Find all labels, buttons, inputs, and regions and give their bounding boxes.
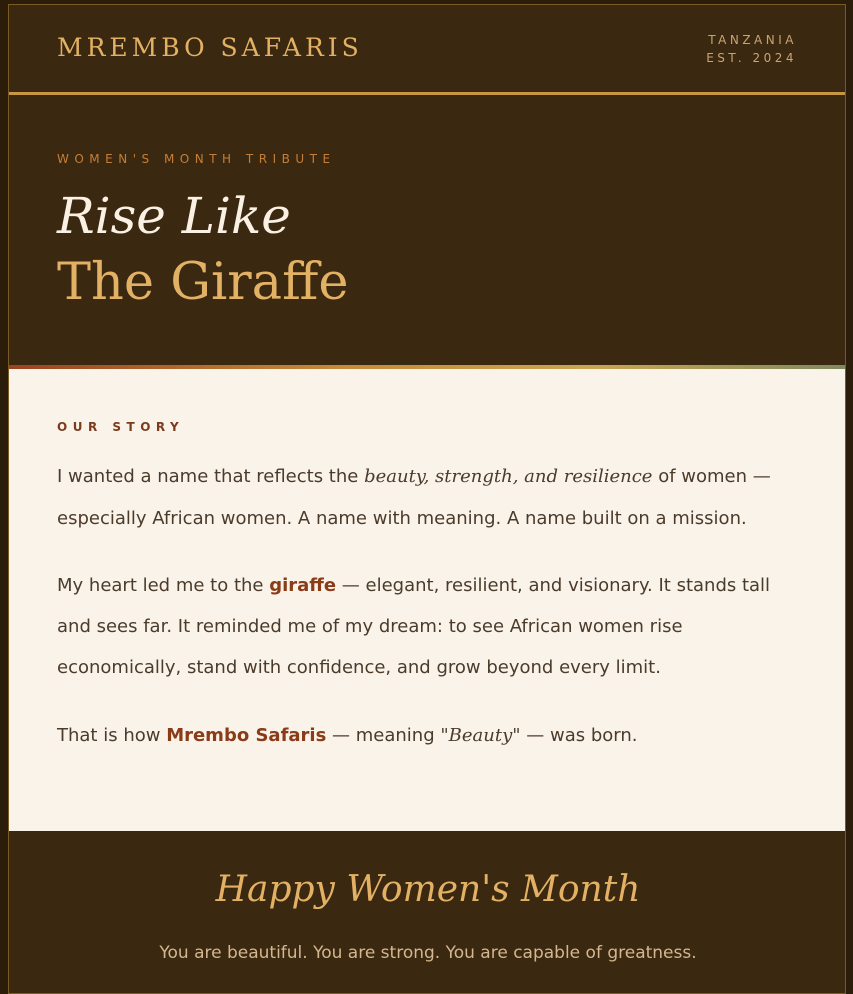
hero-eyebrow: WOMEN'S MONTH TRIBUTE	[57, 152, 336, 166]
p1-emphasis: beauty, strength, and resilience	[364, 466, 653, 487]
hero-title-line1: Rise Like	[57, 187, 291, 245]
hero-title-line2: The Giraffe	[57, 253, 349, 312]
p2-text-pre: My heart led me to the	[57, 575, 270, 596]
footer-title: Happy Women's Month	[215, 869, 641, 910]
p3-text-pre: That is how	[57, 725, 167, 746]
p3-text-mid: — meaning	[326, 725, 441, 746]
footer-section	[9, 831, 845, 991]
p2-text-post: — elegant, resilient, and visionary. It stands tall and sees far. It reminded me of my dream: to see African women rise economically, stand with confidence, and grow beyond every limit.	[57, 575, 771, 678]
header-meta	[706, 31, 797, 67]
location-text: TANZANIA	[708, 33, 797, 47]
p3-text-post: — was born.	[520, 725, 638, 746]
story-section	[9, 369, 845, 831]
p3-emphasis: "Beauty"	[440, 725, 521, 746]
hero-section	[9, 95, 845, 365]
footer-text: You are beautiful. You are strong. You are capable of greatness.	[159, 943, 697, 963]
p1-text-pre: I wanted a name that reflects the	[57, 466, 365, 487]
story-paragraph-1	[57, 456, 797, 540]
story-paragraph-2	[57, 565, 797, 688]
p2-strong: giraffe	[269, 575, 337, 596]
p3-strong: Mrembo Safaris	[166, 725, 327, 746]
story-paragraph-3	[57, 715, 797, 757]
story-label: OUR STORY	[57, 420, 185, 434]
p1-text-post: of women — especially African women. A name with meaning. A name built on a mission.	[57, 466, 771, 529]
brand-logo-text: MREMBO SAFARIS	[57, 33, 363, 62]
header	[9, 5, 845, 95]
established-text: EST. 2024	[706, 51, 797, 65]
email-card	[8, 4, 846, 994]
